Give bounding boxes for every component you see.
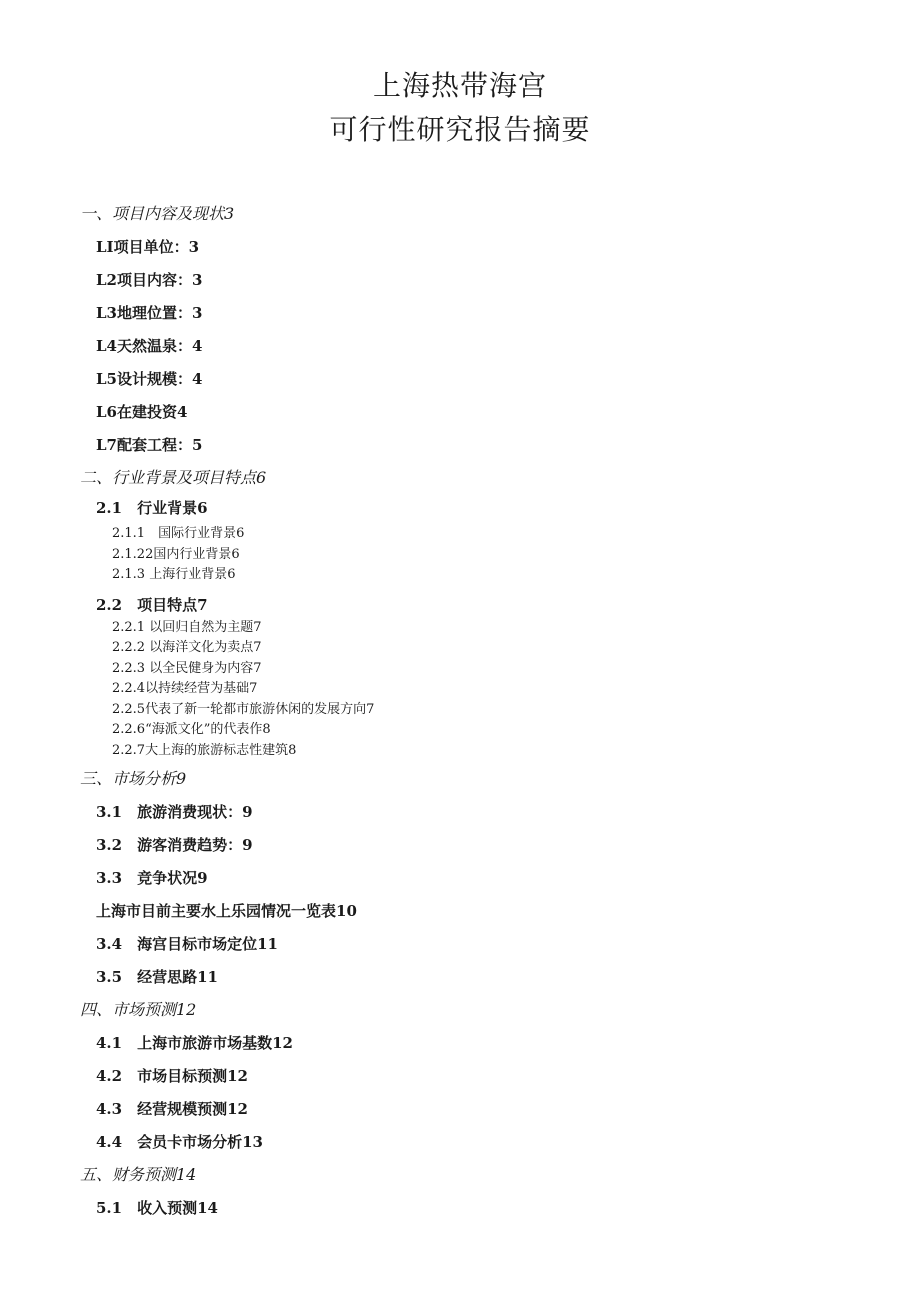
table-of-contents (80, 200, 840, 1227)
toc-subitem-2-2-7[interactable]: 2.2.7大上海的旅游标志性建筑8 (112, 742, 297, 758)
toc-item-3-1[interactable]: 3.1 旅游消费现状：9 (96, 802, 253, 821)
toc-item-4-2[interactable]: 4.2 市场目标预测12 (96, 1066, 248, 1085)
toc-subitem-2-2-1[interactable]: 2.2.1 以回归自然为主题7 (112, 619, 262, 635)
toc-item-1-3[interactable]: L3地理位置：3 (96, 304, 203, 322)
toc-item-4-3[interactable]: 4.3 经营规模预测12 (96, 1099, 248, 1118)
toc-section-2[interactable]: 二、行业背景及项目特点6 (80, 468, 267, 487)
toc-subitem-2-1-1[interactable]: 2.1.1 国际行业背景6 (112, 526, 245, 541)
toc-subitem-2-2-3[interactable]: 2.2.3 以全民健身为内容7 (112, 660, 262, 676)
toc-section-3[interactable]: 三、市场分析9 (80, 768, 187, 788)
toc-item-3-5[interactable]: 3.5 经营思路11 (96, 967, 218, 986)
toc-item-1-5[interactable]: L5设计规模：4 (96, 370, 203, 388)
toc-subitem-2-2-6[interactable]: 2.2.6“海派文化”的代表作8 (112, 722, 271, 737)
toc-subitem-2-2-2[interactable]: 2.2.2 以海洋文化为卖点7 (112, 640, 262, 655)
toc-item-1-6[interactable]: L6在建投资4 (96, 403, 188, 421)
title-line-2: 可行性研究报告摘要 (329, 113, 591, 146)
toc-section-5[interactable]: 五、财务预测14 (80, 1164, 197, 1184)
toc-item-3-3[interactable]: 3.3 竞争状况9 (96, 868, 208, 887)
toc-item-4-1[interactable]: 4.1 上海市旅游市场基数12 (96, 1033, 293, 1052)
toc-item-3-4[interactable]: 3.4 海宫目标市场定位11 (96, 934, 278, 953)
toc-subitem-2-1-3[interactable]: 2.1.3 上海行业背景6 (112, 567, 236, 582)
document-title (0, 64, 920, 152)
toc-section-4[interactable]: 四、市场预测12 (80, 999, 197, 1019)
toc-item-2-2[interactable]: 2.2 项目特点7 (96, 595, 208, 614)
toc-item-1-1[interactable]: LI项目单位：3 (96, 238, 200, 256)
toc-subitem-2-2-5[interactable]: 2.2.5代表了新一轮都市旅游休闲的发展方向7 (112, 701, 375, 717)
toc-item-3-2[interactable]: 3.2 游客消费趋势：9 (96, 835, 253, 854)
title-line-1: 上海热带海宫 (372, 69, 547, 102)
toc-subitem-2-2-4[interactable]: 2.2.4以持续经营为基础7 (112, 681, 258, 696)
toc-item-5-1[interactable]: 5.1 收入预测14 (96, 1198, 218, 1217)
toc-item-4-4[interactable]: 4.4 会员卡市场分析13 (96, 1132, 263, 1151)
toc-item-2-1[interactable]: 2.1 行业背景6 (96, 499, 208, 517)
toc-item-1-7[interactable]: L7配套工程：5 (96, 436, 203, 454)
toc-section-1[interactable]: 一、项目内容及现状3 (80, 204, 235, 223)
toc-item-1-4[interactable]: L4天然温泉：4 (96, 337, 203, 355)
toc-subitem-2-1-2[interactable]: 2.1.22国内行业背景6 (112, 546, 240, 562)
toc-item-1-2[interactable]: L2项目内容：3 (96, 271, 203, 289)
toc-item-3-table[interactable]: 上海市目前主要水上乐园情况一览表10 (96, 901, 357, 920)
